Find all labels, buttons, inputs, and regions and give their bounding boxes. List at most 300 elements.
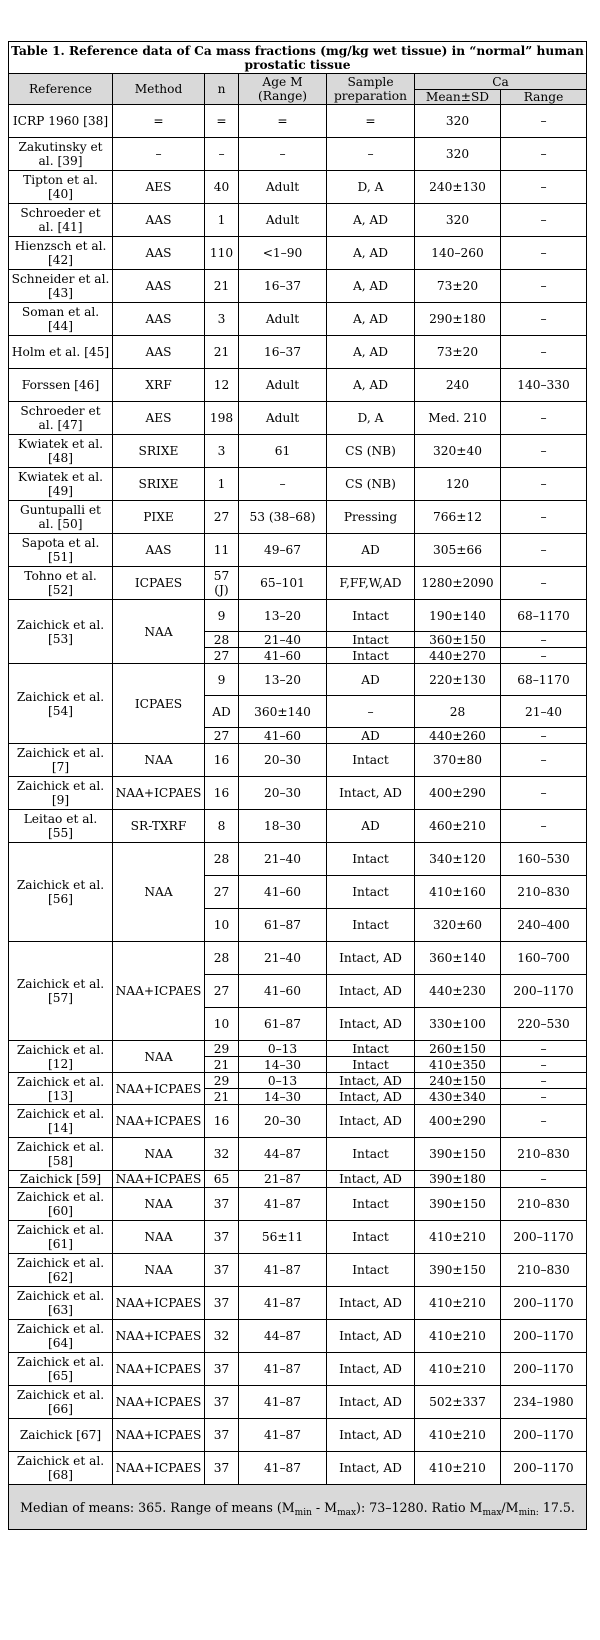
reference-cell: Schroeder et al. [47]	[9, 402, 113, 435]
age-cell: Adult	[239, 303, 327, 336]
age-cell: 41–87	[239, 1188, 327, 1221]
age-cell: 61	[239, 435, 327, 468]
range-cell: 21–40	[501, 696, 587, 728]
reference-cell: Kwiatek et al. [49]	[9, 468, 113, 501]
method-cell: XRF	[113, 369, 205, 402]
reference-cell: Zaichick et al. [64]	[9, 1320, 113, 1353]
n-cell: 27	[205, 728, 239, 744]
table-row	[9, 1073, 587, 1089]
reference-cell: Schneider et al. [43]	[9, 270, 113, 303]
table-row	[9, 1419, 587, 1452]
sample-cell: Intact	[327, 744, 415, 777]
mean-cell: 390±150	[415, 1254, 501, 1287]
age-cell: 21–40	[239, 942, 327, 975]
header-mean: Mean±SD	[415, 90, 501, 105]
sample-cell: Intact, AD	[327, 1008, 415, 1041]
reference-cell: Hienzsch et al. [42]	[9, 237, 113, 270]
method-cell: PIXE	[113, 501, 205, 534]
mean-cell: 120	[415, 468, 501, 501]
table-row	[9, 1386, 587, 1419]
table-row	[9, 1221, 587, 1254]
method-cell: AAS	[113, 204, 205, 237]
header-method: Method	[113, 74, 205, 105]
range-cell: –	[501, 336, 587, 369]
table-row	[9, 567, 587, 600]
range-cell: –	[501, 237, 587, 270]
table-row	[9, 1320, 587, 1353]
header-ca: Ca	[415, 74, 587, 90]
header-reference: Reference	[9, 74, 113, 105]
range-cell: 210–830	[501, 1188, 587, 1221]
range-cell: –	[501, 534, 587, 567]
n-cell: 32	[205, 1320, 239, 1353]
age-cell: 53 (38–68)	[239, 501, 327, 534]
mean-cell: 28	[415, 696, 501, 728]
reference-cell: Zaichick et al. [7]	[9, 744, 113, 777]
age-cell: 44–87	[239, 1320, 327, 1353]
mean-cell: 305±66	[415, 534, 501, 567]
n-cell: –	[205, 138, 239, 171]
reference-cell: Sapota et al. [51]	[9, 534, 113, 567]
age-cell: 16–37	[239, 270, 327, 303]
method-cell: NAA+ICPAES	[113, 1452, 205, 1485]
table-row	[9, 204, 587, 237]
age-cell: 14–30	[239, 1089, 327, 1105]
reference-cell: Zaichick [67]	[9, 1419, 113, 1452]
sample-cell: Intact, AD	[327, 1353, 415, 1386]
mean-cell: 400±290	[415, 1105, 501, 1138]
sample-cell: Intact, AD	[327, 777, 415, 810]
range-cell: –	[501, 468, 587, 501]
n-cell: 40	[205, 171, 239, 204]
mean-cell: Med. 210	[415, 402, 501, 435]
age-cell: Adult	[239, 369, 327, 402]
sample-cell: Intact	[327, 1057, 415, 1073]
mean-cell: 320	[415, 204, 501, 237]
n-cell: 110	[205, 237, 239, 270]
mean-cell: 1280±2090	[415, 567, 501, 600]
age-cell: Adult	[239, 402, 327, 435]
n-cell: 16	[205, 1105, 239, 1138]
sample-cell: Intact	[327, 632, 415, 648]
range-cell: 200–1170	[501, 1353, 587, 1386]
mean-cell: 430±340	[415, 1089, 501, 1105]
n-cell: 37	[205, 1452, 239, 1485]
age-cell: Adult	[239, 204, 327, 237]
table-caption: Table 1. Reference data of Ca mass fractions (mg/kg wet tissue) in “normal” human prostatic tissue	[9, 42, 587, 74]
range-cell: –	[501, 1089, 587, 1105]
n-cell: 21	[205, 270, 239, 303]
sample-cell: Intact	[327, 876, 415, 909]
method-cell: AAS	[113, 336, 205, 369]
sample-cell: –	[327, 138, 415, 171]
reference-cell: Zaichick et al. [66]	[9, 1386, 113, 1419]
age-cell: 0–13	[239, 1073, 327, 1089]
sample-cell: AD	[327, 534, 415, 567]
mean-cell: 240±150	[415, 1073, 501, 1089]
method-cell: AES	[113, 171, 205, 204]
range-cell: –	[501, 810, 587, 843]
mean-cell: 502±337	[415, 1386, 501, 1419]
range-cell: –	[501, 435, 587, 468]
method-cell: =	[113, 105, 205, 138]
n-cell: 1	[205, 468, 239, 501]
reference-cell: Tohno et al. [52]	[9, 567, 113, 600]
sample-cell: D, A	[327, 171, 415, 204]
reference-cell: Zaichick [59]	[9, 1171, 113, 1188]
range-cell: 210–830	[501, 1254, 587, 1287]
age-cell: 56±11	[239, 1221, 327, 1254]
age-cell: 0–13	[239, 1041, 327, 1057]
mean-cell: 390±150	[415, 1188, 501, 1221]
mean-cell: 410±210	[415, 1353, 501, 1386]
reference-cell: Zaichick et al. [9]	[9, 777, 113, 810]
table-row	[9, 1041, 587, 1057]
n-cell: 10	[205, 1008, 239, 1041]
mean-cell: 330±100	[415, 1008, 501, 1041]
n-cell: 37	[205, 1419, 239, 1452]
mean-cell: 400±290	[415, 777, 501, 810]
range-cell: 210–830	[501, 876, 587, 909]
sample-cell: A, AD	[327, 204, 415, 237]
table-container	[8, 41, 586, 1530]
reference-cell: Zaichick et al. [54]	[9, 664, 113, 744]
table-row	[9, 237, 587, 270]
range-cell: 240–400	[501, 909, 587, 942]
reference-cell: Zaichick et al. [12]	[9, 1041, 113, 1073]
n-cell: 21	[205, 1089, 239, 1105]
method-cell: NAA	[113, 843, 205, 942]
age-cell: 18–30	[239, 810, 327, 843]
n-cell: 37	[205, 1287, 239, 1320]
header-sample: Sample preparation	[327, 74, 415, 105]
reference-cell: ICRP 1960 [38]	[9, 105, 113, 138]
method-cell: AAS	[113, 303, 205, 336]
method-cell: NAA+ICPAES	[113, 942, 205, 1041]
age-cell: <1–90	[239, 237, 327, 270]
range-cell: –	[501, 744, 587, 777]
age-cell: 20–30	[239, 1105, 327, 1138]
reference-cell: Zaichick et al. [13]	[9, 1073, 113, 1105]
range-cell: 200–1170	[501, 1419, 587, 1452]
sample-cell: Intact	[327, 909, 415, 942]
sample-cell: A, AD	[327, 369, 415, 402]
mean-cell: 360±140	[415, 942, 501, 975]
method-cell: ICPAES	[113, 567, 205, 600]
n-cell: 12	[205, 369, 239, 402]
mean-cell: 440±230	[415, 975, 501, 1008]
range-cell: –	[501, 138, 587, 171]
table-row	[9, 1287, 587, 1320]
range-cell: 68–1170	[501, 664, 587, 696]
method-cell: –	[113, 138, 205, 171]
n-cell: 3	[205, 435, 239, 468]
sample-cell: Intact	[327, 843, 415, 876]
age-cell: 41–87	[239, 1452, 327, 1485]
sample-cell: Intact, AD	[327, 1105, 415, 1138]
method-cell: NAA	[113, 1041, 205, 1073]
mean-cell: 370±80	[415, 744, 501, 777]
header-range: Range	[501, 90, 587, 105]
range-cell: –	[501, 1057, 587, 1073]
n-cell: 27	[205, 501, 239, 534]
age-cell: Adult	[239, 171, 327, 204]
mean-cell: 410±210	[415, 1320, 501, 1353]
table-row	[9, 270, 587, 303]
range-cell: –	[501, 270, 587, 303]
age-cell: 41–60	[239, 728, 327, 744]
age-cell: 20–30	[239, 744, 327, 777]
n-cell: 28	[205, 632, 239, 648]
n-cell: 28	[205, 942, 239, 975]
range-cell: 200–1170	[501, 1287, 587, 1320]
method-cell: NAA+ICPAES	[113, 1320, 205, 1353]
sample-cell: Intact	[327, 600, 415, 632]
sample-cell: Intact	[327, 1188, 415, 1221]
age-cell: 13–20	[239, 600, 327, 632]
n-cell: 21	[205, 1057, 239, 1073]
range-cell: –	[501, 648, 587, 664]
sample-cell: Intact, AD	[327, 1320, 415, 1353]
range-cell: 210–830	[501, 1138, 587, 1171]
mean-cell: 410±350	[415, 1057, 501, 1073]
sample-cell: CS (NB)	[327, 435, 415, 468]
age-cell: =	[239, 105, 327, 138]
sample-cell: F,FF,W,AD	[327, 567, 415, 600]
method-cell: NAA+ICPAES	[113, 1353, 205, 1386]
method-cell: AES	[113, 402, 205, 435]
sample-cell: Intact	[327, 648, 415, 664]
mean-cell: 410±210	[415, 1221, 501, 1254]
table-row	[9, 843, 587, 876]
sample-cell: AD	[327, 810, 415, 843]
n-cell: 198	[205, 402, 239, 435]
table-row	[9, 810, 587, 843]
sample-cell: Intact	[327, 1041, 415, 1057]
reference-cell: Zaichick et al. [14]	[9, 1105, 113, 1138]
n-cell: 27	[205, 648, 239, 664]
reference-cell: Zaichick et al. [57]	[9, 942, 113, 1041]
age-cell: 16–37	[239, 336, 327, 369]
age-cell: –	[239, 468, 327, 501]
table-row	[9, 105, 587, 138]
mean-cell: 410±210	[415, 1287, 501, 1320]
n-cell: 10	[205, 909, 239, 942]
method-cell: AAS	[113, 270, 205, 303]
reference-cell: Zaichick et al. [62]	[9, 1254, 113, 1287]
mean-cell: 320±60	[415, 909, 501, 942]
n-cell: 27	[205, 876, 239, 909]
range-cell: –	[501, 303, 587, 336]
reference-cell: Zaichick et al. [60]	[9, 1188, 113, 1221]
mean-cell: 340±120	[415, 843, 501, 876]
range-cell: 160–700	[501, 942, 587, 975]
method-cell: NAA	[113, 1254, 205, 1287]
range-cell: 160–530	[501, 843, 587, 876]
table-row	[9, 744, 587, 777]
method-cell: NAA+ICPAES	[113, 777, 205, 810]
range-cell: –	[501, 402, 587, 435]
n-cell: 16	[205, 744, 239, 777]
mean-cell: 320	[415, 138, 501, 171]
range-cell: –	[501, 632, 587, 648]
method-cell: NAA+ICPAES	[113, 1171, 205, 1188]
reference-cell: Holm et al. [45]	[9, 336, 113, 369]
table-row	[9, 600, 587, 632]
sample-cell: AD	[327, 664, 415, 696]
mean-cell: 410±210	[415, 1419, 501, 1452]
mean-cell: 410±210	[415, 1452, 501, 1485]
sample-cell: Intact, AD	[327, 942, 415, 975]
sample-cell: Intact, AD	[327, 975, 415, 1008]
method-cell: SRIXE	[113, 468, 205, 501]
age-cell: 20–30	[239, 777, 327, 810]
age-cell: 61–87	[239, 909, 327, 942]
n-cell: 28	[205, 843, 239, 876]
method-cell: NAA+ICPAES	[113, 1386, 205, 1419]
age-cell: 21–40	[239, 843, 327, 876]
table-row	[9, 336, 587, 369]
sample-cell: –	[327, 696, 415, 728]
mean-cell: 320	[415, 105, 501, 138]
method-cell: NAA	[113, 744, 205, 777]
range-cell: –	[501, 728, 587, 744]
n-cell: 37	[205, 1188, 239, 1221]
sample-cell: Intact, AD	[327, 1287, 415, 1320]
range-cell: 234–1980	[501, 1386, 587, 1419]
mean-cell: 190±140	[415, 600, 501, 632]
method-cell: NAA	[113, 1221, 205, 1254]
table-row	[9, 501, 587, 534]
ca-reference-table	[8, 41, 587, 1530]
reference-cell: Guntupalli et al. [50]	[9, 501, 113, 534]
range-cell: –	[501, 204, 587, 237]
age-cell: 49–67	[239, 534, 327, 567]
age-cell: 41–87	[239, 1386, 327, 1419]
table-body	[9, 105, 587, 1530]
sample-cell: A, AD	[327, 270, 415, 303]
summary-cell: Median of means: 365. Range of means $(M_{min} - M_{max})$: 73–1280. Ratio $M_{max}/M_{min:}$ 17.5.	[9, 1485, 587, 1530]
header-n: n	[205, 74, 239, 105]
table-row	[9, 1452, 587, 1485]
n-cell: 11	[205, 534, 239, 567]
sample-cell: =	[327, 105, 415, 138]
sample-cell: Intact, AD	[327, 1089, 415, 1105]
n-cell: 3	[205, 303, 239, 336]
table-row	[9, 138, 587, 171]
n-cell: 16	[205, 777, 239, 810]
n-cell: 57 (J)	[205, 567, 239, 600]
age-cell: 21–40	[239, 632, 327, 648]
reference-cell: Forssen [46]	[9, 369, 113, 402]
n-cell: 21	[205, 336, 239, 369]
n-cell: 37	[205, 1386, 239, 1419]
table-row	[9, 1171, 587, 1188]
mean-cell: 390±150	[415, 1138, 501, 1171]
method-cell: AAS	[113, 534, 205, 567]
n-cell: 29	[205, 1073, 239, 1089]
sample-cell: D, A	[327, 402, 415, 435]
n-cell: 8	[205, 810, 239, 843]
method-cell: NAA+ICPAES	[113, 1419, 205, 1452]
sample-cell: Intact	[327, 1221, 415, 1254]
method-cell: NAA	[113, 1138, 205, 1171]
reference-cell: Zaichick et al. [63]	[9, 1287, 113, 1320]
table-row	[9, 1188, 587, 1221]
mean-cell: 320±40	[415, 435, 501, 468]
method-cell: SRIXE	[113, 435, 205, 468]
age-cell: 61–87	[239, 1008, 327, 1041]
table-row	[9, 1353, 587, 1386]
table-row	[9, 1254, 587, 1287]
method-cell: NAA+ICPAES	[113, 1073, 205, 1105]
mean-cell: 240	[415, 369, 501, 402]
reference-cell: Zaichick et al. [68]	[9, 1452, 113, 1485]
table-row	[9, 534, 587, 567]
range-cell: –	[501, 1041, 587, 1057]
table-row	[9, 942, 587, 975]
mean-cell: 410±160	[415, 876, 501, 909]
range-cell: –	[501, 777, 587, 810]
reference-cell: Tipton et al. [40]	[9, 171, 113, 204]
method-cell: NAA	[113, 600, 205, 664]
sample-cell: Intact, AD	[327, 1171, 415, 1188]
sample-cell: AD	[327, 728, 415, 744]
sample-cell: Intact	[327, 1254, 415, 1287]
range-cell: –	[501, 1105, 587, 1138]
sample-cell: Intact, AD	[327, 1073, 415, 1089]
n-cell: 29	[205, 1041, 239, 1057]
range-cell: –	[501, 171, 587, 204]
mean-cell: 73±20	[415, 270, 501, 303]
age-cell: 41–87	[239, 1254, 327, 1287]
table-row	[9, 303, 587, 336]
mean-cell: 240±130	[415, 171, 501, 204]
sample-cell: A, AD	[327, 336, 415, 369]
age-cell: 41–87	[239, 1353, 327, 1386]
mean-cell: 73±20	[415, 336, 501, 369]
table-row	[9, 171, 587, 204]
mean-cell: 360±150	[415, 632, 501, 648]
table-row	[9, 664, 587, 696]
sample-cell: Intact, AD	[327, 1419, 415, 1452]
summary-row	[9, 1485, 587, 1530]
reference-cell: Zakutinsky et al. [39]	[9, 138, 113, 171]
range-cell: –	[501, 501, 587, 534]
range-cell: –	[501, 1171, 587, 1188]
range-cell: 68–1170	[501, 600, 587, 632]
reference-cell: Kwiatek et al. [48]	[9, 435, 113, 468]
range-cell: 220–530	[501, 1008, 587, 1041]
sample-cell: Intact	[327, 1138, 415, 1171]
table-row	[9, 777, 587, 810]
age-cell: 41–60	[239, 876, 327, 909]
mean-cell: 290±180	[415, 303, 501, 336]
age-cell: 41–60	[239, 648, 327, 664]
n-cell: 27	[205, 975, 239, 1008]
mean-cell: 766±12	[415, 501, 501, 534]
mean-cell: 440±270	[415, 648, 501, 664]
reference-cell: Soman et al. [44]	[9, 303, 113, 336]
age-cell: 41–87	[239, 1287, 327, 1320]
reference-cell: Zaichick et al. [56]	[9, 843, 113, 942]
method-cell: NAA	[113, 1188, 205, 1221]
range-cell: 200–1170	[501, 975, 587, 1008]
table-row	[9, 369, 587, 402]
range-cell: 140–330	[501, 369, 587, 402]
n-cell: 9	[205, 600, 239, 632]
age-cell: 41–60	[239, 975, 327, 1008]
